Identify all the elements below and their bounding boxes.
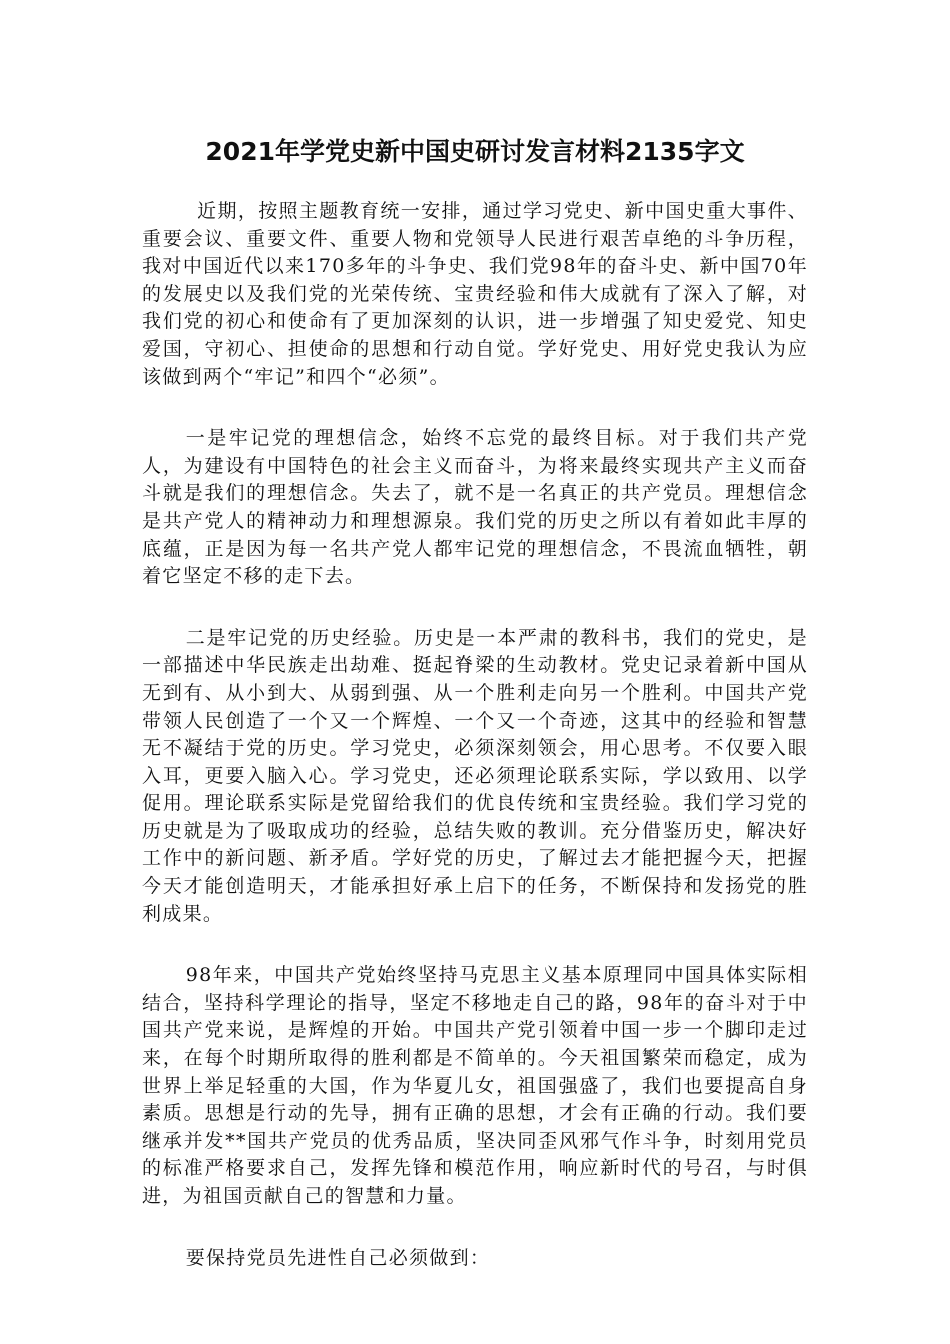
paragraph-ideals: 一是牢记党的理想信念，始终不忘党的最终目标。对于我们共产党人，为建设有中国特色的社会主义而奋斗，为将来最终实现共产主义而奋斗就是我们的理想信念。失去了，就不是一名真正的共产党员。理想信念是共产党人的精神动力和理想源泉。我们党的历史之所以有着如此丰厚的底蕴，正是因为每一名共产党人都牢记党的理想信念，不畏流血牺牲，朝着它坚定不移的走下去。	[142, 427, 808, 588]
paragraph-requirements: 要保持党员先进性自己必须做到：	[185, 1246, 491, 1269]
document-title: 2021年学党史新中国史研讨发言材料2135字文	[205, 137, 745, 166]
paragraph-intro: 近期，按照主题教育统一安排，通过学习党史、新中国史重大事件、重要会议、重要文件、重要人物和党领导人民进行艰苦卓绝的斗争历程，我对中国近代以来170多年的斗争史、我们党98年的奋斗史、新中国70年的发展史以及我们党的光荣传统、宝贵经验和伟大成就有了深入了解，对我们党的初心和使命有了更加深刻的认识，进一步增强了知史爱党、知史爱国，守初心、担使命的思想和行动自觉。学好党史、用好党史我认为应该做到两个“牢记”和四个“必须”。	[142, 200, 808, 388]
paragraph-history: 二是牢记党的历史经验。历史是一本严肃的教科书，我们的党史，是一部描述中华民族走出劫难、挺起脊梁的生动教材。党史记录着新中国从无到有、从小到大、从弱到强、从一个胜利走向另一个胜利。中国共产党带领人民创造了一个又一个辉煌、一个又一个奇迹，这其中的经验和智慧无不凝结于党的历史。学习党史，必须深刻领会，用心思考。不仅要入眼入耳，更要入脑入心。学习党史，还必须理论联系实际，学以致用、以学促用。理论联系实际是党留给我们的优良传统和宝贵经验。我们学习党的历史就是为了吸取成功的经验，总结失败的教训。充分借鉴历史，解决好工作中的新问题、新矛盾。学好党的历史，了解过去才能把握今天，把握今天才能创造明天，才能承担好承上启下的任务，不断保持和发扬党的胜利成果。	[142, 626, 808, 925]
paragraph-98-years: 98年来，中国共产党始终坚持马克思主义基本原理同中国具体实际相结合，坚持科学理论的指导，坚定不移地走自己的路，98年的奋斗对于中国共产党来说，是辉煌的开始。中国共产党引领着中国一步一个脚印走过来，在每个时期所取得的胜利都是不简单的。今天祖国繁荣而稳定，成为世界上举足轻重的大国，作为华夏儿女，祖国强盛了，我们也要提高自身素质。思想是行动的先导，拥有正确的思想，才会有正确的行动。我们要继承并发**国共产党员的优秀品质，坚决同歪风邪气作斗争，时刻用党员的标准严格要求自己，发挥先锋和模范作用，响应新时代的号召，与时俱进，为祖国贡献自己的智慧和力量。	[142, 964, 808, 1207]
document-body	[142, 198, 808, 1306]
